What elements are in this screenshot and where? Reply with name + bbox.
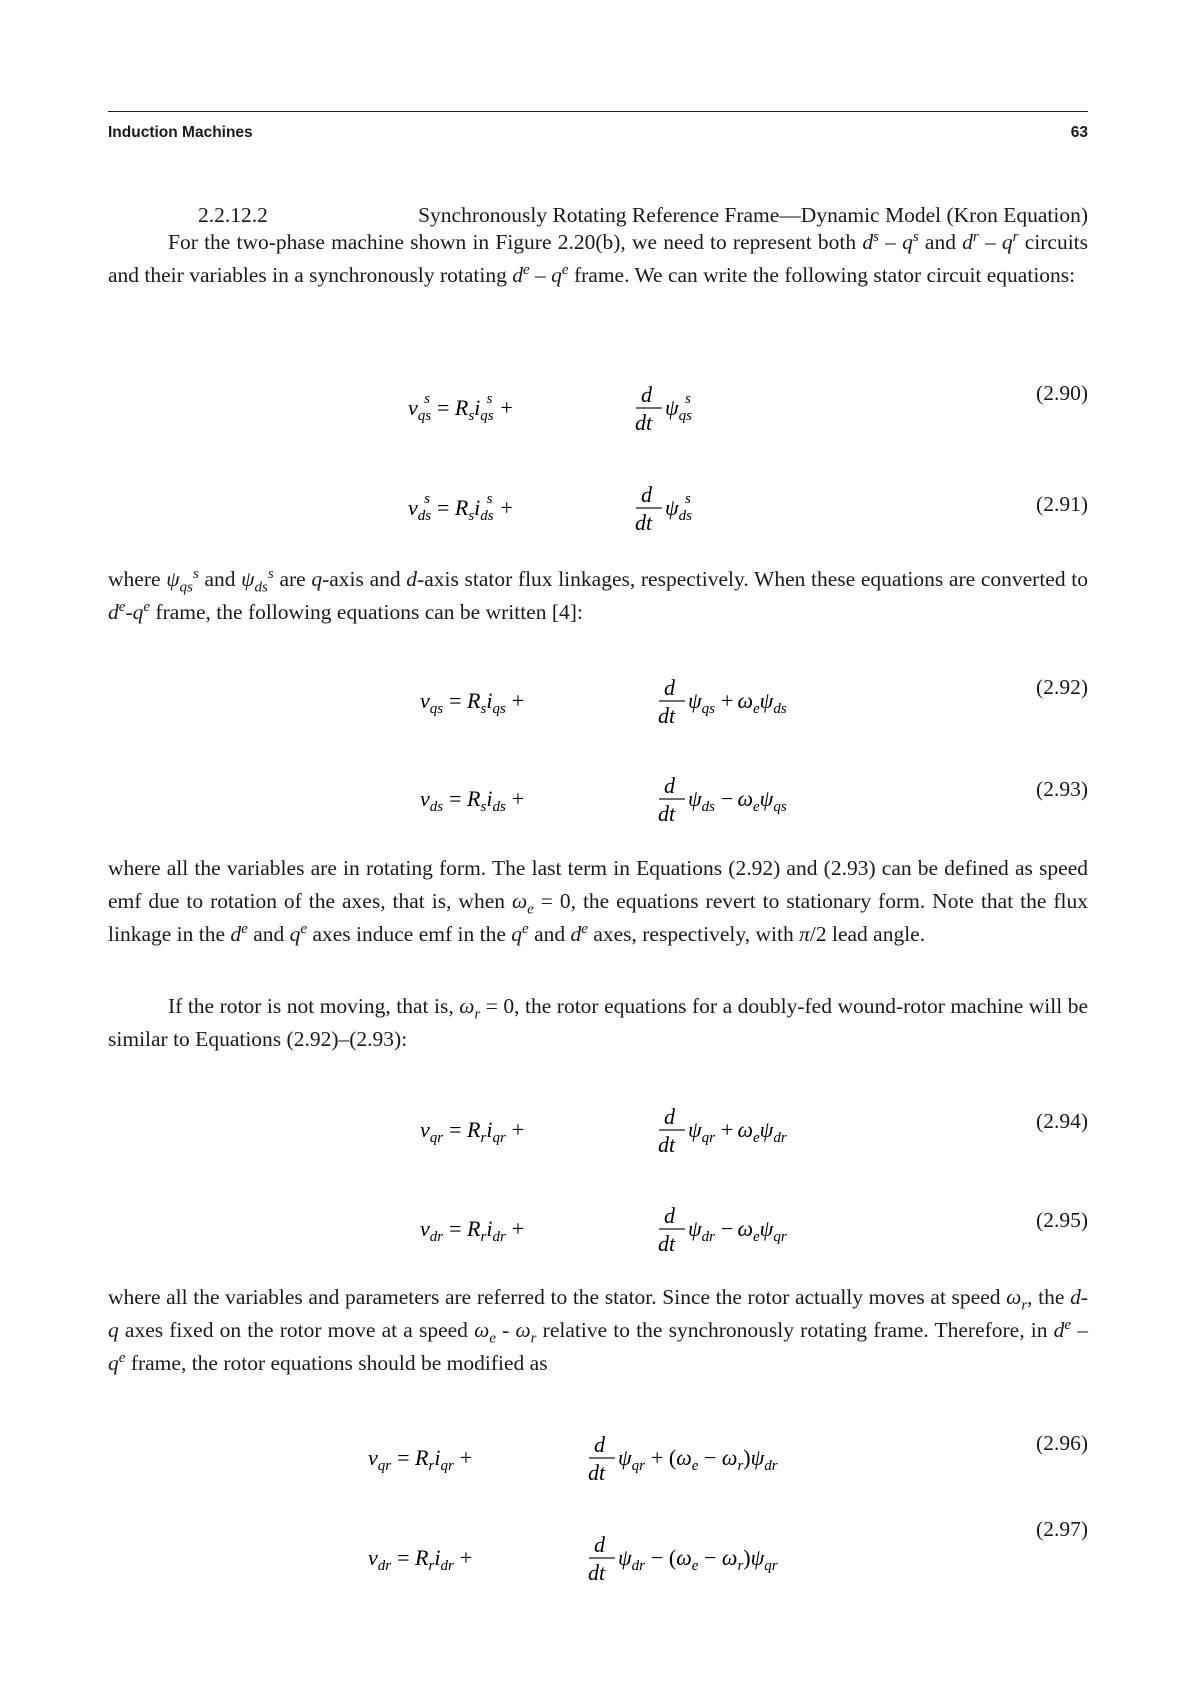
- equation-number: (2.95): [1036, 1208, 1088, 1232]
- equation-2-96: [108, 1425, 1088, 1485]
- svg-text:ψqr+ (ωe − ωr)ψdr: $\psi_{qr} + (\omega_e - \omega_r)\psi_{dr}$: [618, 1445, 778, 1474]
- equation-2-90: [108, 375, 1088, 435]
- paragraph-flux-linkages: where $\psi_{qs}^s$ and $\psi_{ds}^s$ are q-axis and d-axis stator flux linkages, respectively. When these equations are converted to $d^e-q^e$ frame, the following equations can be written [4]:: [108, 565, 1088, 624]
- svg-text:vqss= Rsiqss+: $v_{qs}s = R_si_{qs}s$ +: [408, 391, 513, 424]
- svg-text:ψdr− (ωe − ωr)ψqr: $\psi_{dr} - (\omega_e - \omega_r)\psi_{qr}$: [618, 1545, 778, 1574]
- svg-text:vdss= Rsidss+: $v_{ds}s = R_si_{ds}s$ +: [408, 491, 513, 524]
- section-heading: [198, 203, 1088, 228]
- equation-2-97: [108, 1517, 1088, 1585]
- equation-2-92-formula: [108, 668, 808, 738]
- equation-2-92: [108, 668, 1088, 728]
- svg-text:vdr= Rridr+: $v_{dr} = R_ri_{dr}$ +: [368, 1545, 473, 1574]
- svg-text:ψdss: $\psi_{ds}s$: [665, 491, 693, 524]
- paragraph-rotor-stationary: If the rotor is not moving, that is, $\omega_r = 0$, the rotor equations for a doubly-fed wound-rotor machine will be similar to Equations (2.92)–(2.93):: [108, 994, 1088, 1051]
- svg-text:dt: dt: [658, 1132, 676, 1157]
- equation-number: (2.96): [1036, 1431, 1088, 1455]
- svg-text:d: d: [594, 1432, 605, 1457]
- svg-text:ψdr−ωeψqr: $\psi_{dr} - \omega_e\psi_{qr}$: [688, 1216, 787, 1245]
- paragraph-rotor-moving: where all the variables and parameters are referred to the stator. Since the rotor actually moves at speed $\omega_r$, the d-q axes fixed on the rotor move at a speed $\omega_e - \omega_r$ relative to the synchronously rotating frame. Therefore, in $d^e - q^e$ frame, the rotor equations should be modified as: [108, 1285, 1088, 1375]
- page-number: 63: [1070, 124, 1088, 141]
- paragraph-rotating-form: where all the variables are in rotating form. The last term in Equations (2.92) and (2.93) can be defined as speed emf due to rotation of the axes, that is, when $\omega_e = 0$, the equations revert to stationary form. Note that the flux linkage in the $d^e$ and $q^e$ axes induce emf in the $q^e$ and $d^e$ axes, respectively, with π/2 lead angle.: [108, 856, 1088, 946]
- equation-2-96-formula: [108, 1425, 828, 1495]
- section-title: Synchronously Rotating Reference Frame—Dynamic Model (Kron Equation): [418, 203, 1088, 227]
- svg-text:dt: dt: [635, 510, 653, 535]
- svg-text:d: d: [664, 675, 675, 700]
- svg-text:ψds−ωeψqs: $\psi_{ds} - \omega_e\psi_{qs}$: [688, 786, 787, 815]
- equation-2-97-formula: [108, 1525, 828, 1595]
- svg-text:d: d: [664, 1203, 675, 1228]
- svg-text:d: d: [664, 773, 675, 798]
- svg-text:d: d: [641, 482, 652, 507]
- equation-number: (2.90): [1036, 381, 1088, 405]
- header-rule: [108, 111, 1088, 112]
- equation-2-90-formula: [108, 375, 808, 445]
- equation-number: (2.92): [1036, 675, 1088, 699]
- svg-text:ψqs+ωeψds: $\psi_{qs} + \omega_e\psi_{ds}$: [688, 688, 787, 717]
- section-number: 2.2.12.2: [198, 203, 268, 227]
- running-title: Induction Machines: [108, 124, 253, 141]
- svg-text:d: d: [641, 382, 652, 407]
- svg-text:dt: dt: [588, 1460, 606, 1485]
- equation-2-93-formula: [108, 766, 808, 836]
- equation-2-94: [108, 1097, 1088, 1157]
- paragraph-intro: For the two-phase machine shown in Figure 2.20(b), we need to represent both $d^s - q^s$ and $d^r - q^r$ circuits and their variables in a synchronously rotating $d^e - q^e$ frame. We can write the following stator circuit equations:: [108, 228, 1089, 287]
- svg-text:ψqss: $\psi_{qs}s$: [665, 391, 693, 424]
- equation-number: (2.94): [1036, 1109, 1088, 1133]
- svg-text:dt: dt: [658, 1231, 676, 1256]
- svg-text:ψqr+ωeψdr: $\psi_{qr} + \omega_e\psi_{dr}$: [688, 1117, 787, 1146]
- equation-number: (2.97): [1036, 1517, 1088, 1541]
- svg-text:vqs= Rsiqs+: $v_{qs} = R_si_{qs}$ +: [420, 688, 525, 717]
- svg-text:vqr= Rriqr+: $v_{qr} = R_ri_{qr}$ +: [420, 1117, 525, 1146]
- equation-number: (2.91): [1036, 492, 1088, 516]
- equation-2-91: [108, 475, 1088, 535]
- equation-2-93: [108, 766, 1088, 826]
- equation-2-95-formula: [108, 1196, 808, 1266]
- equation-2-95: [108, 1196, 1088, 1256]
- svg-text:dt: dt: [658, 801, 676, 826]
- equation-2-94-formula: [108, 1097, 808, 1167]
- equation-2-91-formula: [108, 475, 808, 545]
- svg-text:dt: dt: [588, 1560, 606, 1585]
- svg-text:dt: dt: [635, 410, 653, 435]
- equation-number: (2.93): [1036, 777, 1088, 801]
- svg-text:dt: dt: [658, 703, 676, 728]
- svg-text:d: d: [664, 1104, 675, 1129]
- svg-text:vdr= Rridr+: $v_{dr} = R_ri_{dr}$ +: [420, 1216, 525, 1245]
- svg-text:d: d: [594, 1532, 605, 1557]
- svg-text:vqr= Rriqr+: $v_{qr} = R_ri_{qr}$ +: [368, 1445, 473, 1474]
- svg-text:vds= Rsids+: $v_{ds} = R_si_{ds}$ +: [420, 786, 525, 815]
